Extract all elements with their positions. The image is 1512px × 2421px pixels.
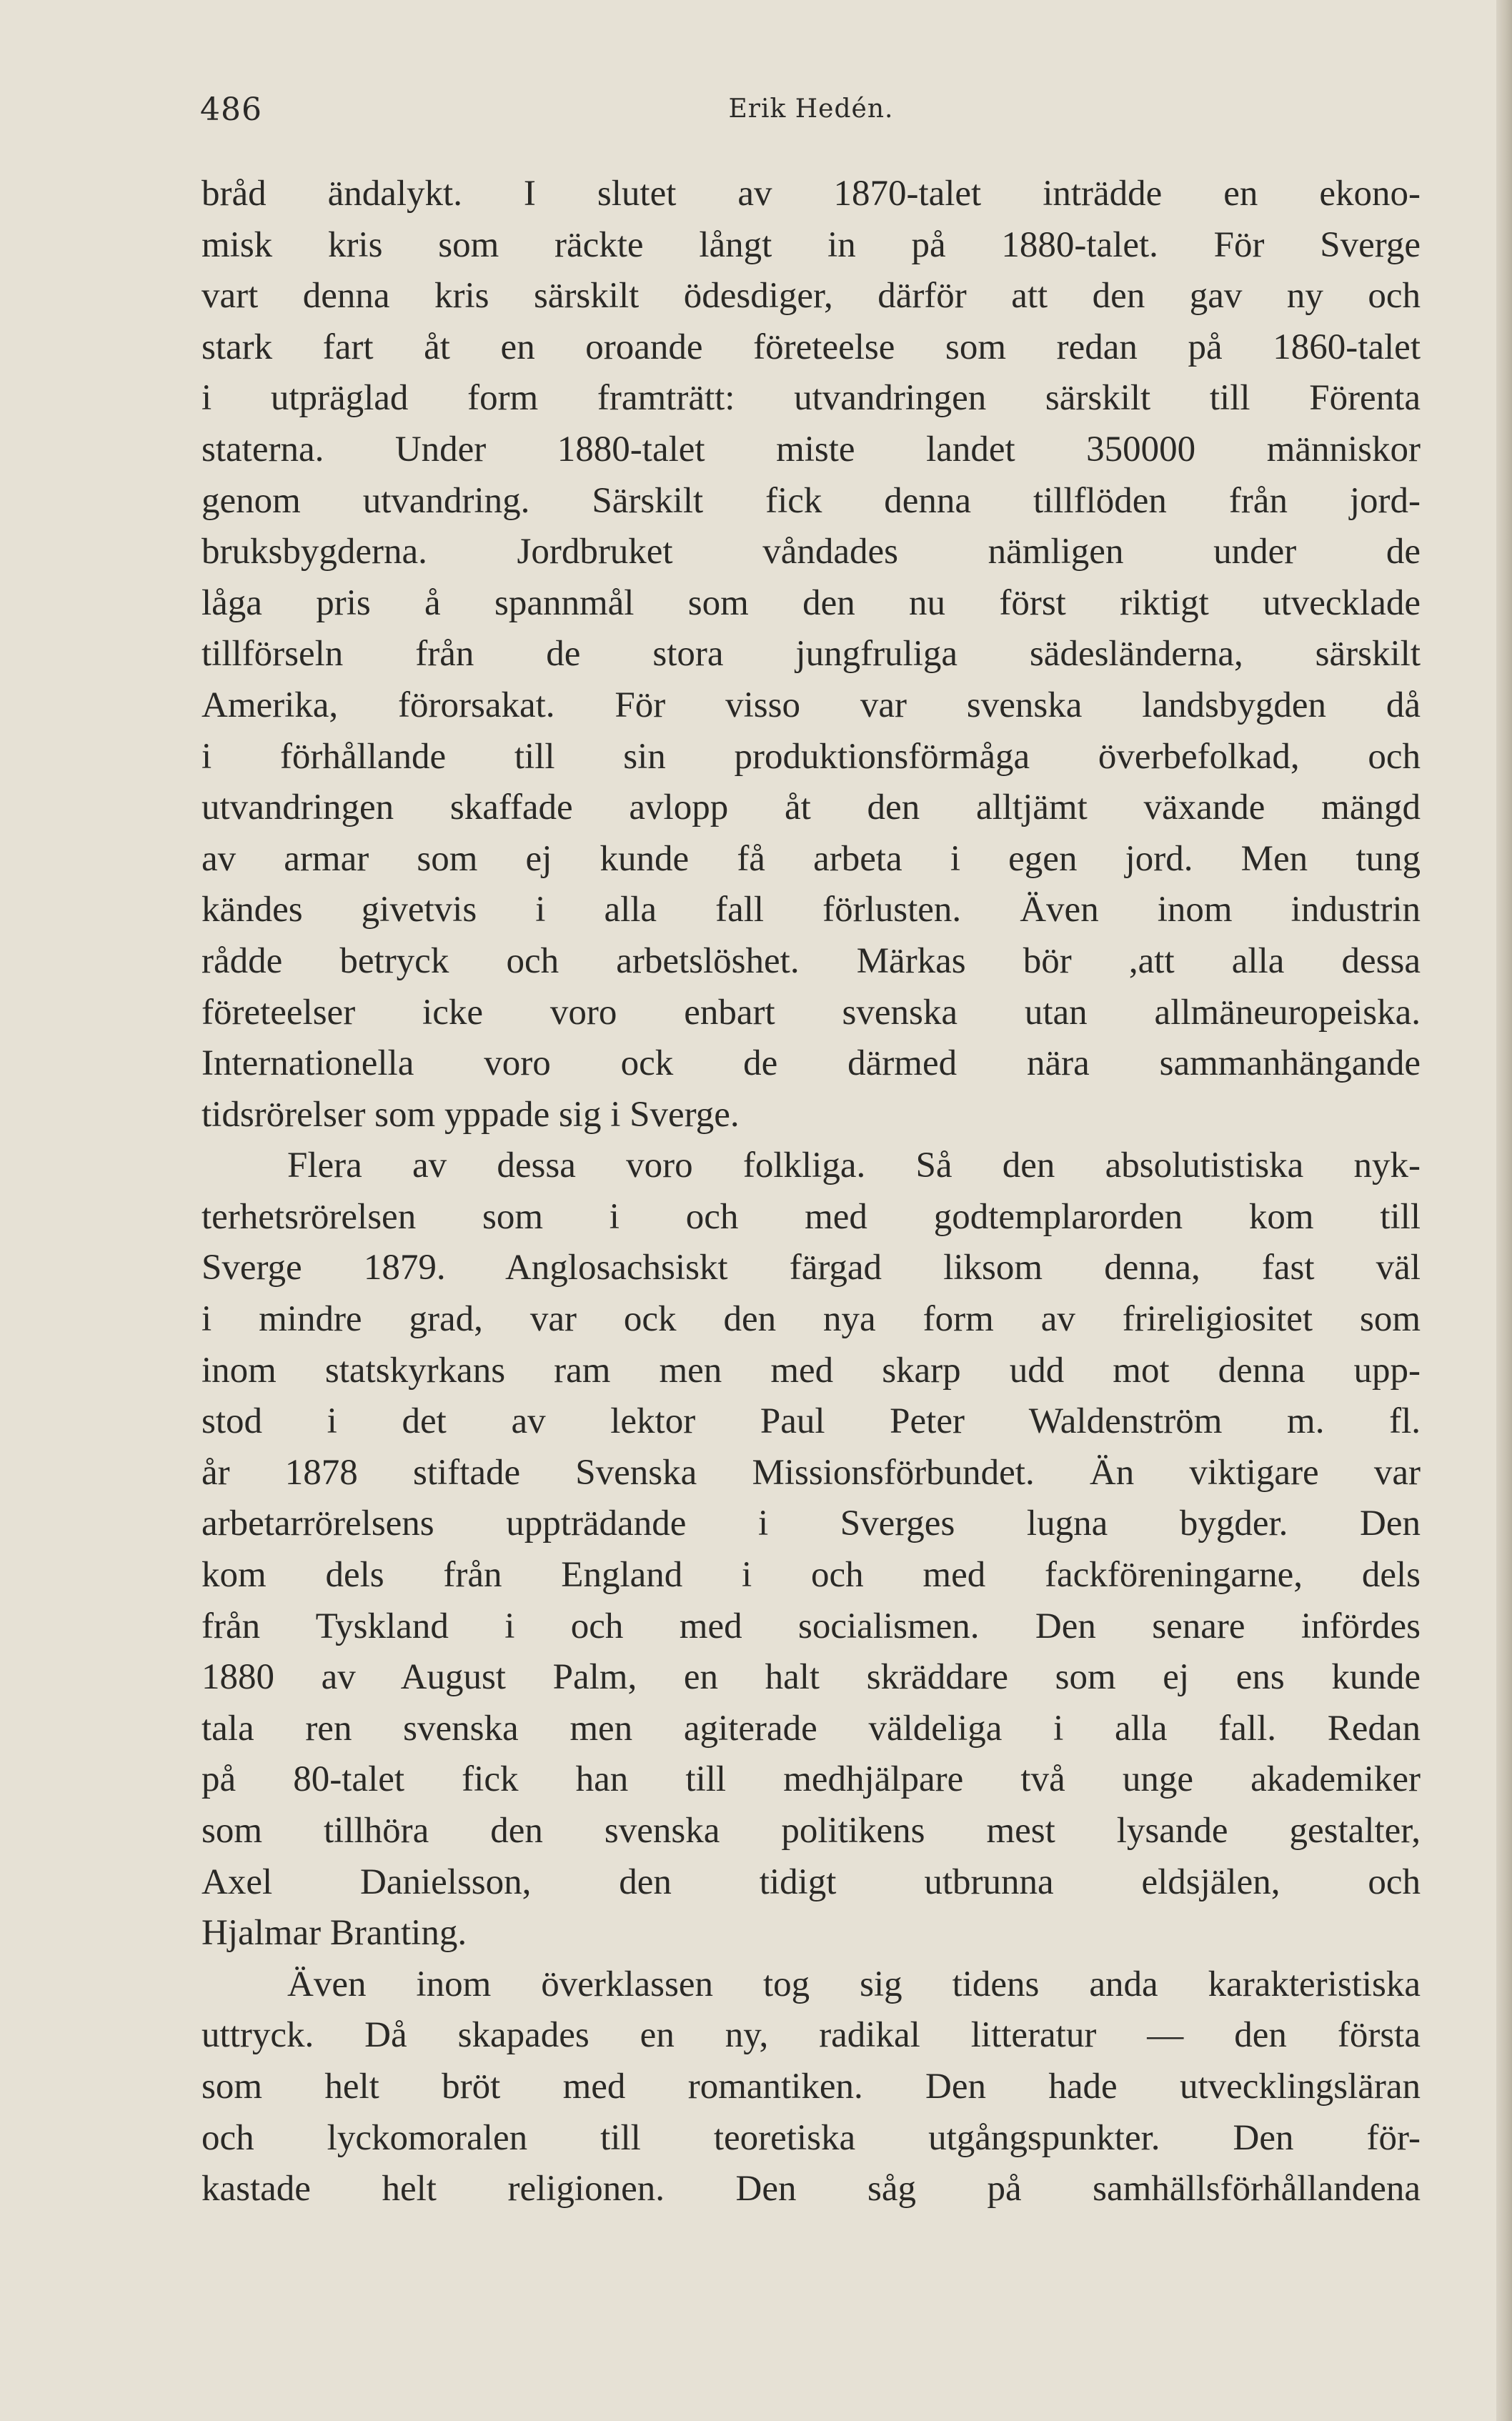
page-edge (1496, 0, 1512, 2421)
text-line: misk kris som räckte långt in på 1880-talet. För Sverge (202, 224, 1421, 265)
paragraph-end-line: tidsrörelser som yppade sig i Sverge. (202, 1094, 740, 1135)
text-line: på 80-talet fick han till medhjälpare två unge akademiker (202, 1759, 1421, 1800)
text-line: genom utvandring. Särskilt fick denna tillflöden från jord- (202, 480, 1421, 521)
text-line: 1880 av August Palm, en halt skräddare som ej ens kunde (202, 1657, 1421, 1698)
text-line: inom statskyrkans ram men med skarp udd mot denna upp- (202, 1350, 1421, 1391)
text-line: i förhållande till sin produktionsförmåga överbefolkad, och (202, 736, 1421, 777)
text-line: kom dels från England i och med fackföreningarne, dels (202, 1555, 1421, 1596)
paragraph-start-line: Även inom överklassen tog sig tidens anda karakteristiska (287, 1964, 1421, 2004)
running-head (200, 91, 1422, 134)
text-line: arbetarrörelsens uppträdande i Sverges lugna bygder. Den (202, 1503, 1421, 1544)
text-line: låga pris å spannmål som den nu först riktigt utvecklade (202, 582, 1421, 623)
text-line: kändes givetvis i alla fall förlusten. Även inom industrin (202, 890, 1421, 930)
text-line: staterna. Under 1880-talet miste landet 350000 människor (202, 429, 1421, 469)
text-line: Internationella voro ock de därmed nära sammanhängande (202, 1043, 1421, 1084)
paragraph-start-line: Flera av dessa voro folkliga. Så den absolutistiska nyk- (287, 1145, 1421, 1186)
text-line: uttryck. Då skapades en ny, radikal litteratur — den första (202, 2015, 1421, 2056)
text-line: och lyckomoralen till teoretiska utgångspunkter. Den för- (202, 2117, 1421, 2158)
text-line: vart denna kris särskilt ödesdiger, därför att den gav ny och (202, 276, 1421, 317)
running-head-author: Erik Hedén. (728, 94, 894, 124)
text-line: som helt bröt med romantiken. Den hade utvecklingsläran (202, 2066, 1421, 2107)
text-line: Amerika, förorsakat. För visso var svenska landsbygden då (202, 685, 1421, 725)
text-line: Sverge 1879. Anglosachsiskt färgad liksom denna, fast väl (202, 1248, 1421, 1288)
text-line: bruksbygderna. Jordbruket våndades nämligen under de (202, 532, 1421, 572)
text-line: terhetsrörelsen som i och med godtemplarorden kom till (202, 1196, 1421, 1237)
text-line: år 1878 stiftade Svenska Missionsförbundet. Än viktigare var (202, 1452, 1421, 1493)
body-text (202, 169, 1421, 2215)
text-line: av armar som ej kunde få arbeta i egen jord. Men tung (202, 838, 1421, 879)
text-line: utvandringen skaffade avlopp åt den alltjämt växande mängd (202, 787, 1421, 828)
text-line: tillförseln från de stora jungfruliga sädesländerna, särskilt (202, 634, 1421, 675)
text-line: stark fart åt en oroande företeelse som redan på 1860-talet (202, 327, 1421, 367)
text-line: i utpräglad form framträtt: utvandringen särskilt till Förenta (202, 378, 1421, 419)
text-line: stod i det av lektor Paul Peter Waldenström m. fl. (202, 1401, 1421, 1442)
text-line: tala ren svenska men agiterade väldeliga i alla fall. Redan (202, 1708, 1421, 1749)
text-line: i mindre grad, var ock den nya form av frireligiositet som (202, 1299, 1421, 1340)
text-line: bråd ändalykt. I slutet av 1870-talet inträdde en ekono- (202, 174, 1421, 214)
text-line: företeelser icke voro enbart svenska utan allmäneuropeiska. (202, 992, 1421, 1033)
text-line: Axel Danielsson, den tidigt utbrunna eldsjälen, och (202, 1861, 1421, 1902)
text-line: kastade helt religionen. Den såg på samhällsförhållandena (202, 2169, 1421, 2209)
paragraph-end-line: Hjalmar Branting. (202, 1913, 467, 1954)
text-line: som tillhöra den svenska politikens mest lysande gestalter, (202, 1811, 1421, 1851)
text-line: rådde betryck och arbetslöshet. Märkas bör ,att alla dessa (202, 940, 1421, 981)
text-line: från Tyskland i och med socialismen. Den senare infördes (202, 1606, 1421, 1646)
page-number: 486 (200, 91, 262, 128)
